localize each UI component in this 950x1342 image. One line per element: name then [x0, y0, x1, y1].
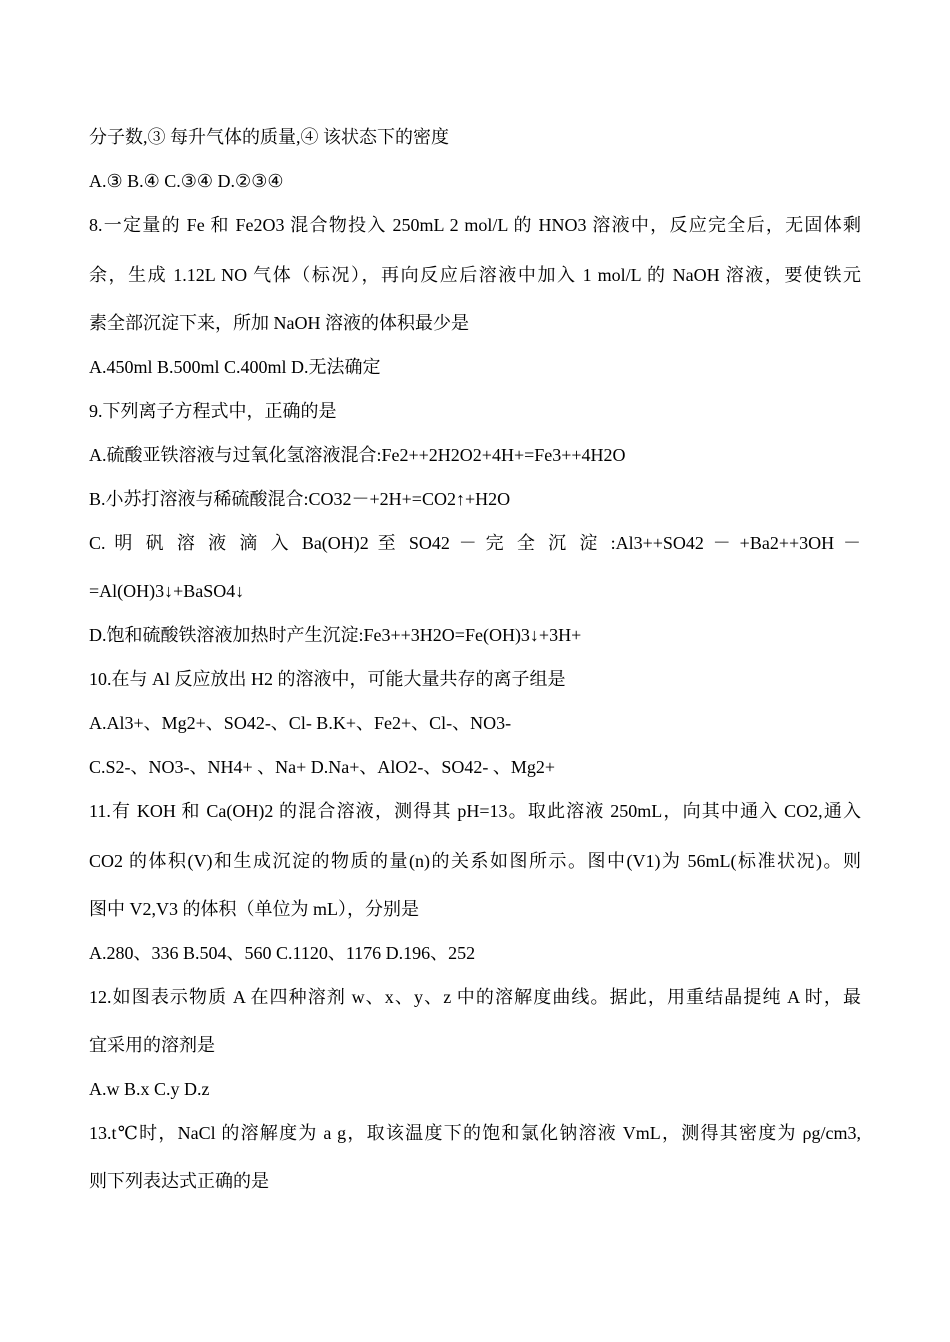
question-9-option-d: D.饱和硫酸铁溶液加热时产生沉淀:Fe3++3H2O=Fe(OH)3↓+3H+	[89, 625, 582, 645]
question-8-line-3: 素全部沉淀下来，所加 NaOH 溶液的体积最少是	[89, 313, 469, 333]
question-8-options: A.450ml B.500ml C.400ml D.无法确定	[89, 357, 381, 377]
question-11-line-3: 图中 V2,V3 的体积（单位为 mL），分别是	[89, 899, 419, 919]
question-12-options: A.w B.x C.y D.z	[89, 1079, 210, 1099]
question-12-line-2: 宜采用的溶剂是	[89, 1035, 215, 1055]
question-9-option-b: B.小苏打溶液与稀硫酸混合:CO32－+2H+=CO2↑+H2O	[89, 489, 511, 509]
question-10-stem: 10.在与 Al 反应放出 H2 的溶液中，可能大量共存的离子组是	[89, 669, 566, 689]
text-line-1: 分子数,③ 每升气体的质量,④ 该状态下的密度	[89, 127, 449, 147]
question-9-stem: 9.下列离子方程式中，正确的是	[89, 401, 337, 421]
question-9-option-a: A.硫酸亚铁溶液与过氧化氢溶液混合:Fe2++2H2O2+4H+=Fe3++4H2O	[89, 445, 626, 465]
question-9-option-c-line-2: =Al(OH)3↓+BaSO4↓	[89, 581, 245, 601]
question-11-line-1: 11.有 KOH 和 Ca(OH)2 的混合溶液，测得其 pH=13。取此溶液 250mL，向其中通入 CO2,通入	[89, 801, 861, 821]
question-8-line-1: 8.一定量的 Fe 和 Fe2O3 混合物投入 250mL 2 mol/L 的 HNO3 溶液中，反应完全后，无固体剩	[89, 215, 861, 235]
question-11-options: A.280、336 B.504、560 C.1120、1176 D.196、252	[89, 943, 476, 963]
question-7-options: A.③ B.④ C.③④ D.②③④	[89, 171, 284, 191]
question-10-options-cd: C.S2-、NO3-、NH4+ 、Na+ D.Na+、AlO2-、SO42- 、Mg2+	[89, 757, 556, 777]
question-8-line-2: 余，生成 1.12L NO 气体（标况），再向反应后溶液中加入 1 mol/L 的 NaOH 溶液，要使铁元	[89, 265, 861, 285]
question-12-line-1: 12.如图表示物质 A 在四种溶剂 w、x、y、z 中的溶解度曲线。据此，用重结晶提纯 A 时，最	[89, 987, 861, 1007]
question-13-line-2: 则下列表达式正确的是	[89, 1171, 269, 1191]
question-9-option-c-line-1: C. 明 矾 溶 液 滴 入 Ba(OH)2 至 SO42 － 完 全 沉 淀 :Al3++SO42 － +Ba2++3OH －	[89, 533, 861, 553]
question-13-line-1: 13.t℃时，NaCl 的溶解度为 a g，取该温度下的饱和氯化钠溶液 VmL，测得其密度为 ρg/cm3,	[89, 1123, 861, 1143]
question-11-line-2: CO2 的体积(V)和生成沉淀的物质的量(n)的关系如图所示。图中(V1)为 56mL(标准状况)。则	[89, 851, 861, 871]
question-10-options-ab: A.Al3+、Mg2+、SO42-、Cl- B.K+、Fe2+、Cl-、NO3-	[89, 713, 512, 733]
